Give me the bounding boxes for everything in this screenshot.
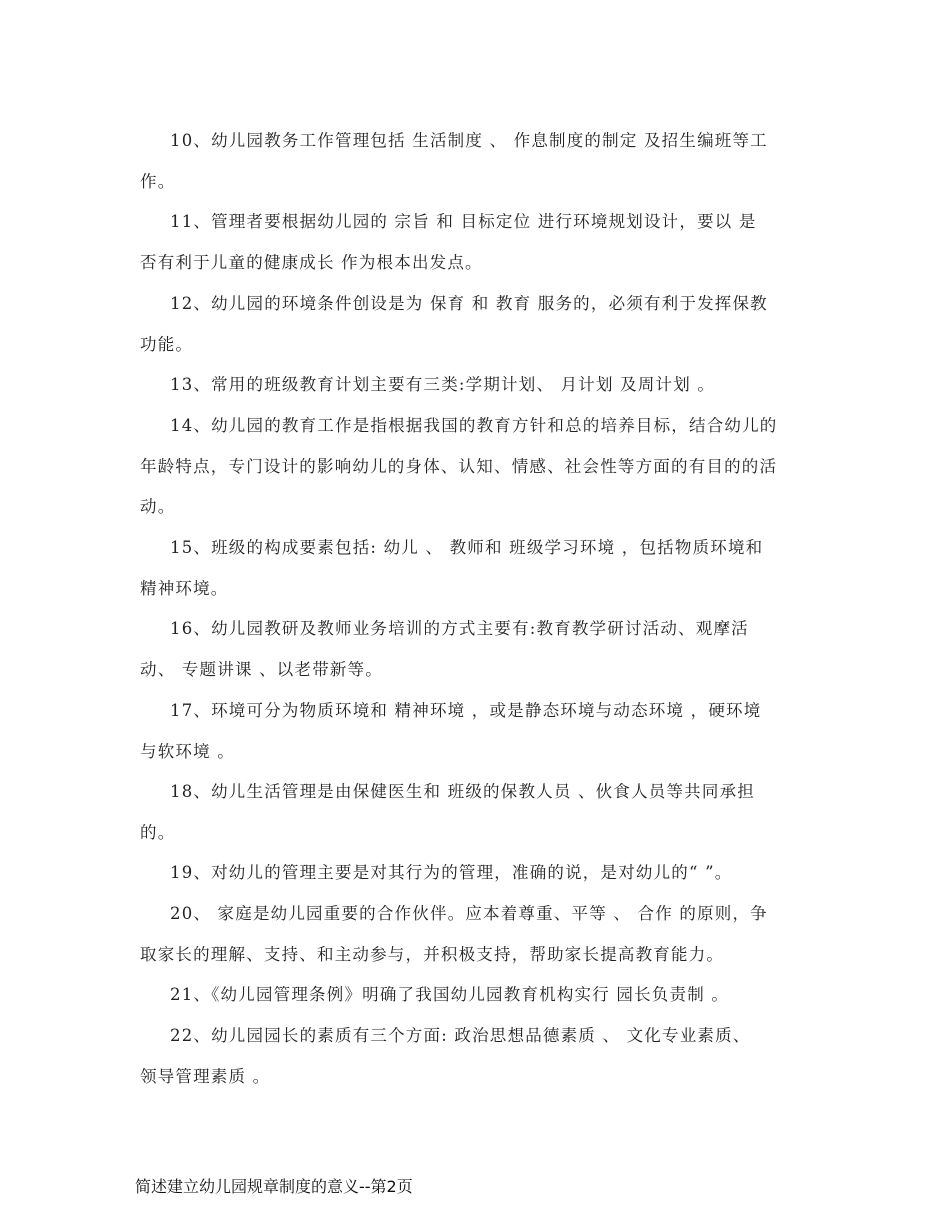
text-line: 17、环境可分为物质环境和 精神环境 ，或是静态环境与动态环境 ，硬环境: [170, 701, 762, 720]
text-line: 动。: [140, 497, 176, 516]
text-line: 18、幼儿生活管理是由保健医生和 班级的保教人员 、伙食人员等共同承担: [170, 782, 755, 801]
text-line: 功能。: [140, 335, 194, 354]
text-line: 作。: [140, 172, 176, 191]
text-line: 12、幼儿园的环境条件创设是为 保育 和 教育 服务的，必须有利于发挥保教: [170, 294, 768, 313]
page-footer: 简述建立幼儿园规章制度的意义--第2页: [135, 1177, 413, 1196]
text-line: 取家长的理解、支持、和主动参与，并积极支持，帮助家长提高教育能力。: [140, 945, 725, 964]
text-line: 19、对幼儿的管理主要是对其行为的管理，准确的说，是对幼儿的“ ”。: [170, 863, 733, 882]
text-line: 与软环境 。: [140, 742, 235, 761]
text-line: 11、管理者要根据幼儿园的 宗旨 和 目标定位 进行环境规划设计，要以 是: [170, 212, 757, 231]
text-line: 15、班级的构成要素包括: 幼儿 、 教师和 班级学习环境 ，包括物质环境和: [170, 538, 764, 557]
text-line: 13、常用的班级教育计划主要有三类:学期计划、 月计划 及周计划 。: [170, 375, 716, 394]
text-line: 14、幼儿园的教育工作是指根据我国的教育方针和总的培养目标，结合幼儿的: [170, 416, 778, 435]
text-line: 20、 家庭是幼儿园重要的合作伙伴。应本着尊重、平等 、 合作 的原则，争: [170, 904, 768, 923]
text-line: 否有利于儿童的健康成长 作为根本出发点。: [140, 253, 483, 272]
text-line: 的。: [140, 823, 176, 842]
text-line: 年龄特点，专门设计的影响幼儿的身体、认知、情感、社会性等方面的有目的的活: [140, 457, 778, 476]
text-line: 动、 专题讲课 、以老带新等。: [140, 660, 383, 679]
text-line: 领导管理素质 。: [140, 1067, 271, 1086]
text-line: 10、幼儿园教务工作管理包括 生活制度 、 作息制度的制定 及招生编班等工: [170, 131, 768, 150]
text-line: 精神环境。: [140, 579, 229, 598]
text-line: 16、幼儿园教研及教师业务培训的方式主要有:教育教学研讨活动、观摩活: [170, 619, 749, 638]
text-line: 22、幼儿园园长的素质有三个方面: 政治思想品德素质 、 文化专业素质、: [170, 1026, 751, 1045]
text-line: 21、《幼儿园管理条例》明确了我国幼儿园教育机构实行 园长负责制 。: [170, 985, 730, 1004]
